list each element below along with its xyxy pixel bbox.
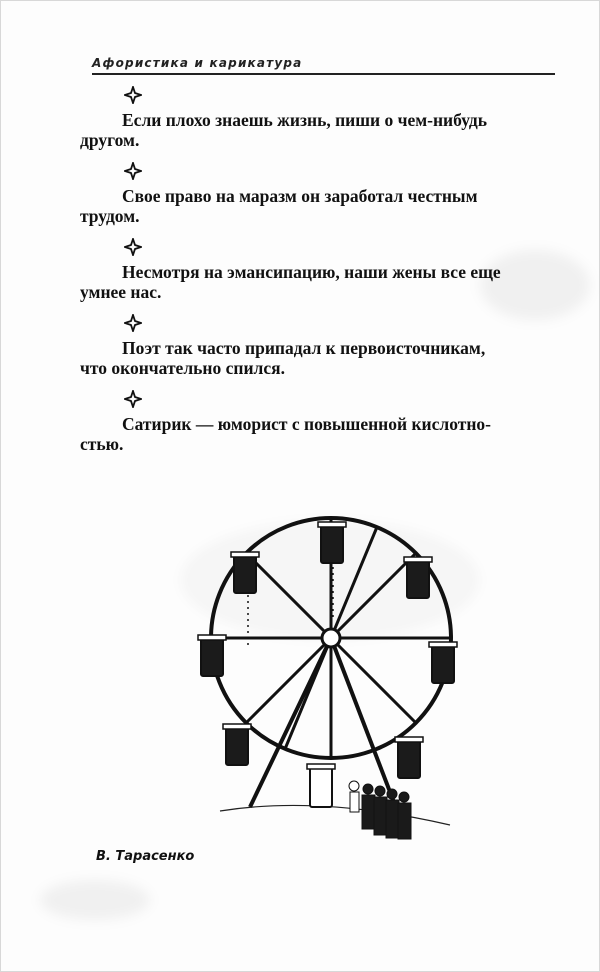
aphorism-text	[80, 338, 556, 378]
aphorism	[80, 390, 556, 454]
aphorism-list	[80, 86, 556, 466]
aphorism-line: Сатирик — юморист с повышенной кислотно-	[122, 414, 491, 434]
aphorism-line: Свое право на маразм он заработал честным	[122, 186, 478, 206]
aphorism-text	[80, 262, 556, 302]
aphorism-line: Несмотря на эмансипацию, наши жены все еще	[122, 262, 501, 282]
aphorism-line: Если плохо знаешь жизнь, пиши о чем-нибудь	[122, 110, 487, 130]
four-point-star-icon	[124, 162, 142, 180]
aphorism	[80, 162, 556, 226]
running-title: Афористика и карикатура	[92, 56, 303, 70]
aphorism-text	[80, 186, 556, 226]
aphorism-line: Поэт так часто припадал к первоисточникам,	[122, 338, 486, 358]
aphorism	[80, 238, 556, 302]
wheel-hub	[322, 629, 340, 647]
support-leg	[331, 638, 395, 805]
four-point-star-icon	[124, 314, 142, 332]
aphorism-line: другом.	[80, 130, 140, 150]
aphorism-text	[80, 414, 556, 454]
ground-line	[220, 805, 450, 825]
four-point-star-icon	[124, 238, 142, 256]
running-head	[92, 52, 555, 75]
aphorism	[80, 314, 556, 378]
scan-smudge	[40, 880, 150, 920]
four-point-star-icon	[124, 390, 142, 408]
aphorism-line: умнее нас.	[80, 282, 162, 302]
ferris-wheel-cartoon	[150, 505, 480, 850]
cartoon-author: В. Тарасенко	[96, 849, 195, 864]
queue-of-people	[349, 781, 411, 839]
four-point-star-icon	[124, 86, 142, 104]
aphorism	[80, 86, 556, 150]
aphorism-line: что окончательно спился.	[80, 358, 285, 378]
aphorism-text	[80, 110, 556, 150]
aphorism-line: стью.	[80, 434, 124, 454]
aphorism-line: трудом.	[80, 206, 140, 226]
